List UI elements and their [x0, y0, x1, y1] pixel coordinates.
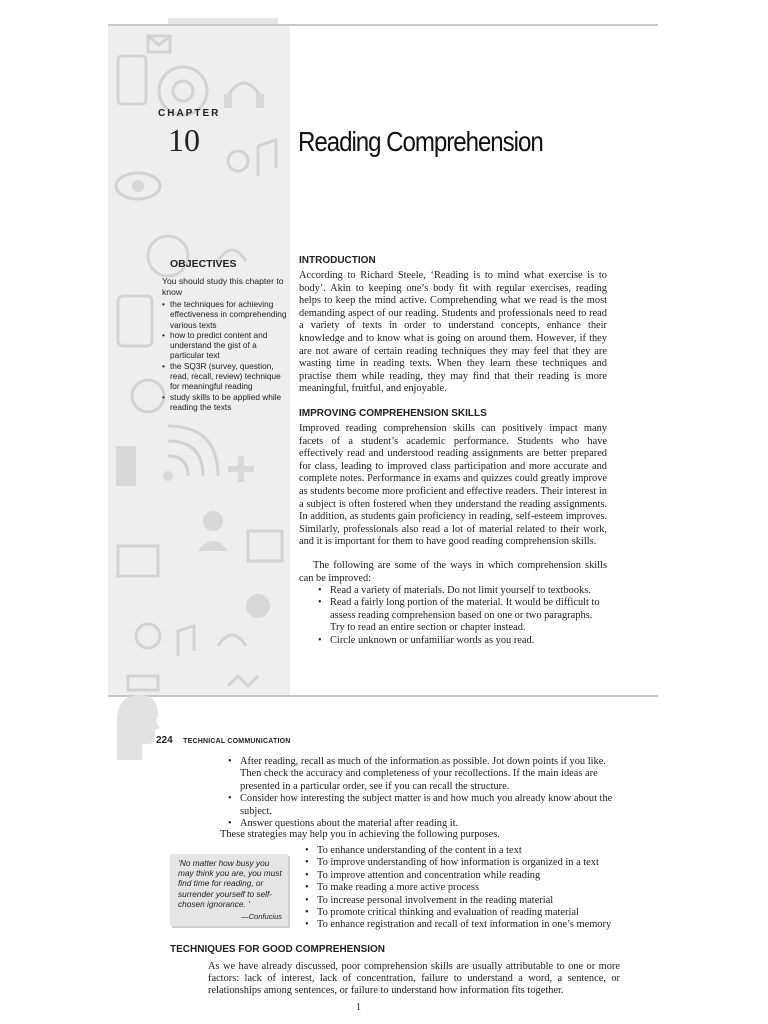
objective-item: • the SQ3R (survey, question, read, recall, review) technique for meaningful reading [162, 361, 288, 392]
bottom-page-number: 1 [356, 1002, 361, 1013]
quote-attribution: —Confucius [241, 912, 282, 921]
phone-icon [118, 56, 146, 104]
footer-book-title: TECHNICAL COMMUNICATION [183, 738, 291, 745]
page-divider [108, 695, 658, 697]
monitor-icon [118, 546, 158, 576]
purpose-item: • To increase personal involvement in the reading material [305, 895, 625, 907]
chapter-number: 10 [168, 122, 200, 158]
music-note-icon-2 [178, 626, 194, 656]
purpose-item: • To improve understanding of how information is organized in a text [305, 857, 625, 869]
objectives-heading: OBJECTIVES [170, 258, 237, 270]
strategies-intro: These strategies may help you in achieving the following purposes. [220, 829, 500, 840]
improving-bullets [318, 585, 608, 647]
improving-heading: IMPROVING COMPREHENSION SKILLS [299, 408, 487, 419]
page-footer [156, 730, 291, 748]
improving-body-1: Improved reading comprehension skills can positively impact many facets of a student’s academic performance. Students who have effectively read and understood reading assignments are better prepared for class, leading to improved class participation and more accurate and complete notes. Performance in exams and quizzes could greatly improve as students become more proficient and effective readers. Their interest in a subject is often fostered when they understand the reading assignments. In addition, as students gain proficiency in reading, self-esteem improves. Similarly, professionals also read a lot of material related to their work, and it is important for them to have good reading comprehension skills. [299, 423, 607, 548]
purpose-item: • To improve attention and concentration while reading [305, 870, 625, 882]
purpose-item: • To enhance understanding of the content in a text [305, 845, 625, 857]
chapter-title: Reading Comprehension [298, 126, 543, 157]
smiley-icon [132, 380, 164, 412]
continued-bullet: • After reading, recall as much of the information as possible. Jot down points if you like. Then check the accuracy and completeness of your recollections. If the main ideas are presented in a particular order, see if you can recall the structure. [228, 756, 620, 793]
quote-box [170, 854, 288, 926]
music-note-icon [258, 140, 276, 176]
introduction-body: According to Richard Steele, ‘Reading is to mind what exercise is to body’. Akin to keeping one’s body fit with regular exercises, reading helps to keep the mind active. Comprehending what we read is the most demanding aspect of our reading. Students and professionals need to read a variety of texts in order to understand concepts, enhance their knowledge and to know what is going on around them. However, if they are not aware of certain reading techniques they may feel that they are wasting time in reading texts. When they learn these techniques and practise them while reading, they may find that their reading is more meaningful, fruitful, and enjoyable. [299, 270, 607, 395]
location-pin-icon-2 [136, 624, 160, 648]
continued-bullets [228, 756, 620, 830]
keyboard-icon [128, 676, 158, 690]
book-icon [248, 531, 282, 561]
location-pin-icon [228, 151, 248, 171]
purpose-item: • To enhance registration and recall of text information in one’s memory [305, 919, 625, 931]
continued-bullet: • Answer questions about the material after reading it. [228, 818, 620, 830]
objective-item: • the techniques for achieving effectiveness in comprehending various texts [162, 299, 288, 330]
footer-page-number: 224 [156, 735, 173, 746]
objectives-list [162, 299, 288, 412]
chapter-label: CHAPTER [158, 108, 221, 119]
purposes-list [305, 845, 625, 932]
improving-bullet: • Read a fairly long portion of the material. It would be difficult to assess reading comprehension based on one or two paragraphs. Try to read an entire section or chapter instead. [318, 597, 608, 634]
person-icon [203, 511, 223, 531]
objectives-intro: You should study this chapter to know [162, 276, 284, 297]
improving-body-2: The following are some of the ways in which comprehension skills can be improved: [299, 560, 607, 584]
improving-bullet: • Read a variety of materials. Do not limit yourself to textbooks. [318, 585, 608, 597]
objective-item: • study skills to be applied while reading the texts [162, 392, 288, 413]
quote-text: ‘No matter how busy you may think you are, you must find time for reading, or surrender yourself to self-chosen ignorance. ’ [178, 858, 282, 909]
purpose-item: • To make reading a more active process [305, 882, 625, 894]
person-icon-2 [246, 594, 270, 618]
wave-icon [228, 676, 258, 686]
headphones-icon-3 [218, 635, 246, 646]
head-silhouette-icon [112, 690, 162, 760]
rss-icon [168, 426, 218, 476]
continued-bullet: • Consider how interesting the subject matter is and how much you already know about the subject. [228, 793, 620, 818]
objective-item: • how to predict content and understand the gist of a particular text [162, 330, 288, 361]
techniques-heading: TECHNIQUES FOR GOOD COMPREHENSION [170, 944, 386, 955]
headphones-icon [228, 83, 260, 96]
at-sign-icon-2 [148, 236, 188, 276]
improving-bullet: • Circle unknown or unfamiliar words as you read. [318, 635, 608, 647]
purpose-item: • To promote critical thinking and evaluation of reading material [305, 907, 625, 919]
introduction-heading: INTRODUCTION [299, 255, 376, 266]
mobile-icon [118, 296, 152, 346]
techniques-body: As we have already discussed, poor comprehension skills are usually attributable to one or more factors: lack of interest, lack of concentration, failure to understand a word, a sentence, or relationships among sentences, or failure to understand how information fits together. [208, 961, 620, 997]
battery-icon [116, 446, 136, 486]
